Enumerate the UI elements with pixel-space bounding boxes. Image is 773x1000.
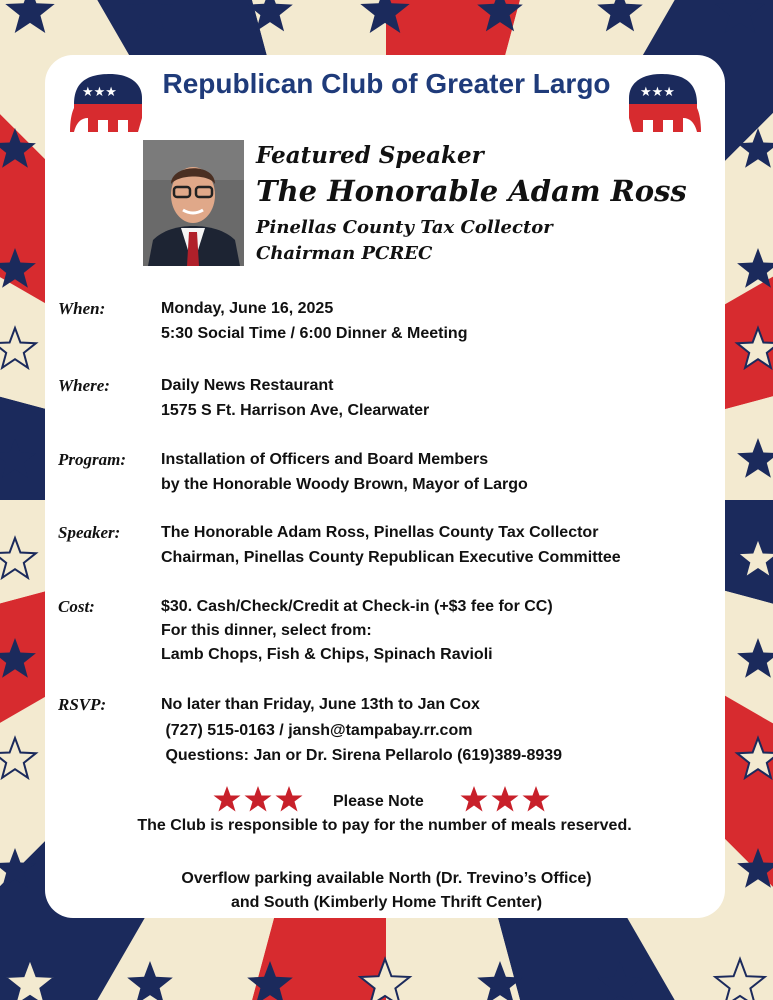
rsvp-line-1: No later than Friday, June 13th to Jan Cox [161, 696, 480, 713]
speaker-photo [143, 140, 244, 266]
speaker-label: Speaker: [58, 523, 121, 542]
speaker-role-chairman: Chairman PCREC [256, 243, 433, 264]
speaker-role-tax-collector: Pinellas County Tax Collector [256, 217, 553, 238]
club-title: Republican Club of Greater Largo [162, 68, 611, 99]
meals-notice: The Club is responsible to pay for the number of meals reserved. [137, 817, 632, 834]
where-label: Where: [58, 376, 110, 395]
rsvp-contact: (727) 515-0163 / jansh@tampabay.rr.com [161, 722, 473, 739]
featured-speaker-heading: Featured Speaker [256, 142, 484, 169]
star-icon-group-left [212, 785, 304, 815]
where-venue: Daily News Restaurant [161, 377, 334, 394]
program-line-2: by the Honorable Woody Brown, Mayor of Largo [161, 476, 528, 493]
cost-line-2: For this dinner, select from: [161, 622, 372, 639]
parking-line-1: Overflow parking available North (Dr. Trevino’s Office) [181, 870, 592, 887]
program-line-1: Installation of Officers and Board Members [161, 451, 489, 468]
star-icon-group-right [459, 785, 551, 815]
cost-line-1: $30. Cash/Check/Credit at Check-in (+$3 fee for CC) [161, 598, 553, 615]
speaker-line-1: The Honorable Adam Ross, Pinellas County Tax Collector [161, 524, 599, 541]
parking-line-2: and South (Kimberly Home Thrift Center) [230, 894, 543, 911]
when-label: When: [58, 299, 106, 318]
svg-text:★★★: ★★★ [82, 85, 117, 100]
svg-text:★★★: ★★★ [640, 85, 675, 100]
program-label: Program: [58, 450, 126, 469]
speaker-name: The Honorable Adam Ross [256, 174, 687, 208]
please-note-heading: Please Note [333, 793, 424, 810]
where-address: 1575 S Ft. Harrison Ave, Clearwater [161, 402, 430, 419]
when-time: 5:30 Social Time / 6:00 Dinner & Meeting [161, 325, 468, 342]
rsvp-questions: Questions: Jan or Dr. Sirena Pellarolo (619)389-8939 [161, 747, 563, 764]
speaker-line-2: Chairman, Pinellas County Republican Executive Committee [161, 549, 621, 566]
rsvp-label: RSVP: [58, 695, 107, 714]
cost-line-3: Lamb Chops, Fish & Chips, Spinach Ravioli [161, 646, 493, 663]
when-date: Monday, June 16, 2025 [161, 300, 334, 317]
cost-label: Cost: [58, 597, 95, 616]
